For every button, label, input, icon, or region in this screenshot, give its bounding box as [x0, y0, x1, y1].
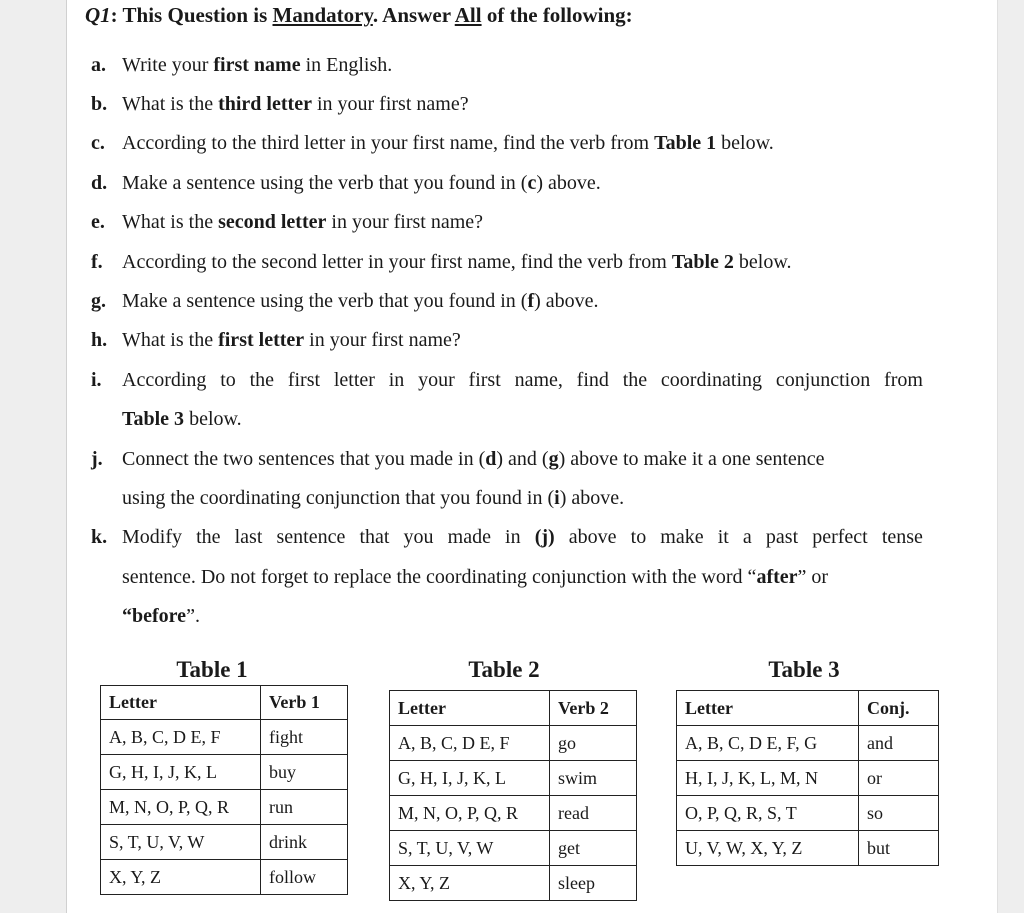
table-header: Letter — [101, 686, 261, 720]
item-label: g. — [91, 290, 106, 312]
table-cell: or — [859, 761, 939, 796]
table-cell: get — [550, 831, 637, 866]
item-text-line3: “before”. — [122, 605, 200, 627]
item-text: Make a sentence using the verb that you found in (f) above. — [122, 290, 599, 312]
table-cell: U, V, W, X, Y, Z — [677, 831, 859, 866]
table-cell: X, Y, Z — [101, 860, 261, 895]
table-cell: fight — [261, 720, 348, 755]
table-cell: follow — [261, 860, 348, 895]
table-cell: G, H, I, J, K, L — [101, 755, 261, 790]
item-text-line1: Connect the two sentences that you made in (d) and (g) above to make it a one sentence — [122, 448, 825, 470]
item-label: b. — [91, 93, 108, 115]
table-row — [390, 866, 637, 901]
table-1 — [100, 685, 348, 895]
table-row — [677, 761, 939, 796]
table-cell: swim — [550, 761, 637, 796]
table-cell: H, I, J, K, L, M, N — [677, 761, 859, 796]
item-text: What is the second letter in your first name? — [122, 211, 484, 233]
table-row — [101, 790, 348, 825]
table-cell: A, B, C, D E, F — [101, 720, 261, 755]
heading-all: All — [454, 3, 482, 27]
table-cell: buy — [261, 755, 348, 790]
table-row — [390, 796, 637, 831]
table-cell: A, B, C, D E, F — [390, 726, 550, 761]
item-label: a. — [91, 54, 106, 76]
table-cell: sleep — [550, 866, 637, 901]
table-1-caption: Table 1 — [176, 657, 248, 682]
table-cell: S, T, U, V, W — [390, 831, 550, 866]
heading-text: . Answer — [372, 3, 455, 27]
table-cell: X, Y, Z — [390, 866, 550, 901]
table-row — [677, 831, 939, 866]
item-label: e. — [91, 211, 105, 233]
heading-mandatory: Mandatory — [272, 3, 373, 27]
table-row — [101, 755, 348, 790]
item-label: c. — [91, 132, 105, 154]
table-row — [390, 726, 637, 761]
item-text: According to the third letter in your first name, find the verb from Table 1 below. — [122, 132, 774, 154]
item-text-line2: using the coordinating conjunction that you found in (i) above. — [122, 487, 625, 509]
table-2-caption: Table 2 — [468, 657, 540, 682]
table-2 — [389, 690, 637, 901]
table-cell: but — [859, 831, 939, 866]
item-label: h. — [91, 329, 108, 351]
item-label: j. — [91, 448, 103, 470]
table-row — [677, 726, 939, 761]
table-row — [677, 796, 939, 831]
table-row — [101, 825, 348, 860]
heading-text: : This Question is — [110, 3, 273, 27]
table-cell: M, N, O, P, Q, R — [101, 790, 261, 825]
item-text: Write your first name in English. — [122, 54, 393, 76]
table-cell: run — [261, 790, 348, 825]
table-3 — [676, 690, 939, 866]
item-text: What is the first letter in your first name? — [122, 329, 461, 351]
item-label: d. — [91, 172, 108, 194]
question-heading — [85, 0, 633, 30]
table-header: Verb 2 — [550, 691, 637, 726]
table-cell: so — [859, 796, 939, 831]
heading-text: of the following: — [481, 3, 633, 27]
table-row — [390, 831, 637, 866]
table-header: Conj. — [859, 691, 939, 726]
item-label: k. — [91, 526, 108, 548]
table-cell: A, B, C, D E, F, G — [677, 726, 859, 761]
table-cell: go — [550, 726, 637, 761]
item-text-line1: Modify the last sentence that you made in (j) above to make it a past perfect tense — [122, 526, 923, 548]
item-text: What is the third letter in your first name? — [122, 93, 469, 115]
table-cell: O, P, Q, R, S, T — [677, 796, 859, 831]
question-number: Q1 — [85, 3, 111, 27]
table-cell: M, N, O, P, Q, R — [390, 796, 550, 831]
table-cell: drink — [261, 825, 348, 860]
table-3-caption: Table 3 — [768, 657, 840, 682]
table-cell: read — [550, 796, 637, 831]
table-cell: S, T, U, V, W — [101, 825, 261, 860]
table-header: Letter — [390, 691, 550, 726]
item-label: i. — [91, 369, 102, 391]
table-row — [390, 761, 637, 796]
item-text-line2: sentence. Do not forget to replace the coordinating conjunction with the word “after” or — [122, 566, 829, 588]
item-text: Make a sentence using the verb that you found in (c) above. — [122, 172, 601, 194]
table-header: Letter — [677, 691, 859, 726]
table-row — [101, 720, 348, 755]
table-header: Verb 1 — [261, 686, 348, 720]
document-page — [66, 0, 998, 913]
table-cell: G, H, I, J, K, L — [390, 761, 550, 796]
table-cell: and — [859, 726, 939, 761]
item-text: According to the second letter in your first name, find the verb from Table 2 below. — [122, 251, 792, 273]
item-label: f. — [91, 251, 103, 273]
item-text-line1: According to the first letter in your first name, find the coordinating conjunction from — [122, 369, 923, 391]
table-row — [101, 860, 348, 895]
item-text-line2: Table 3 below. — [122, 408, 242, 430]
